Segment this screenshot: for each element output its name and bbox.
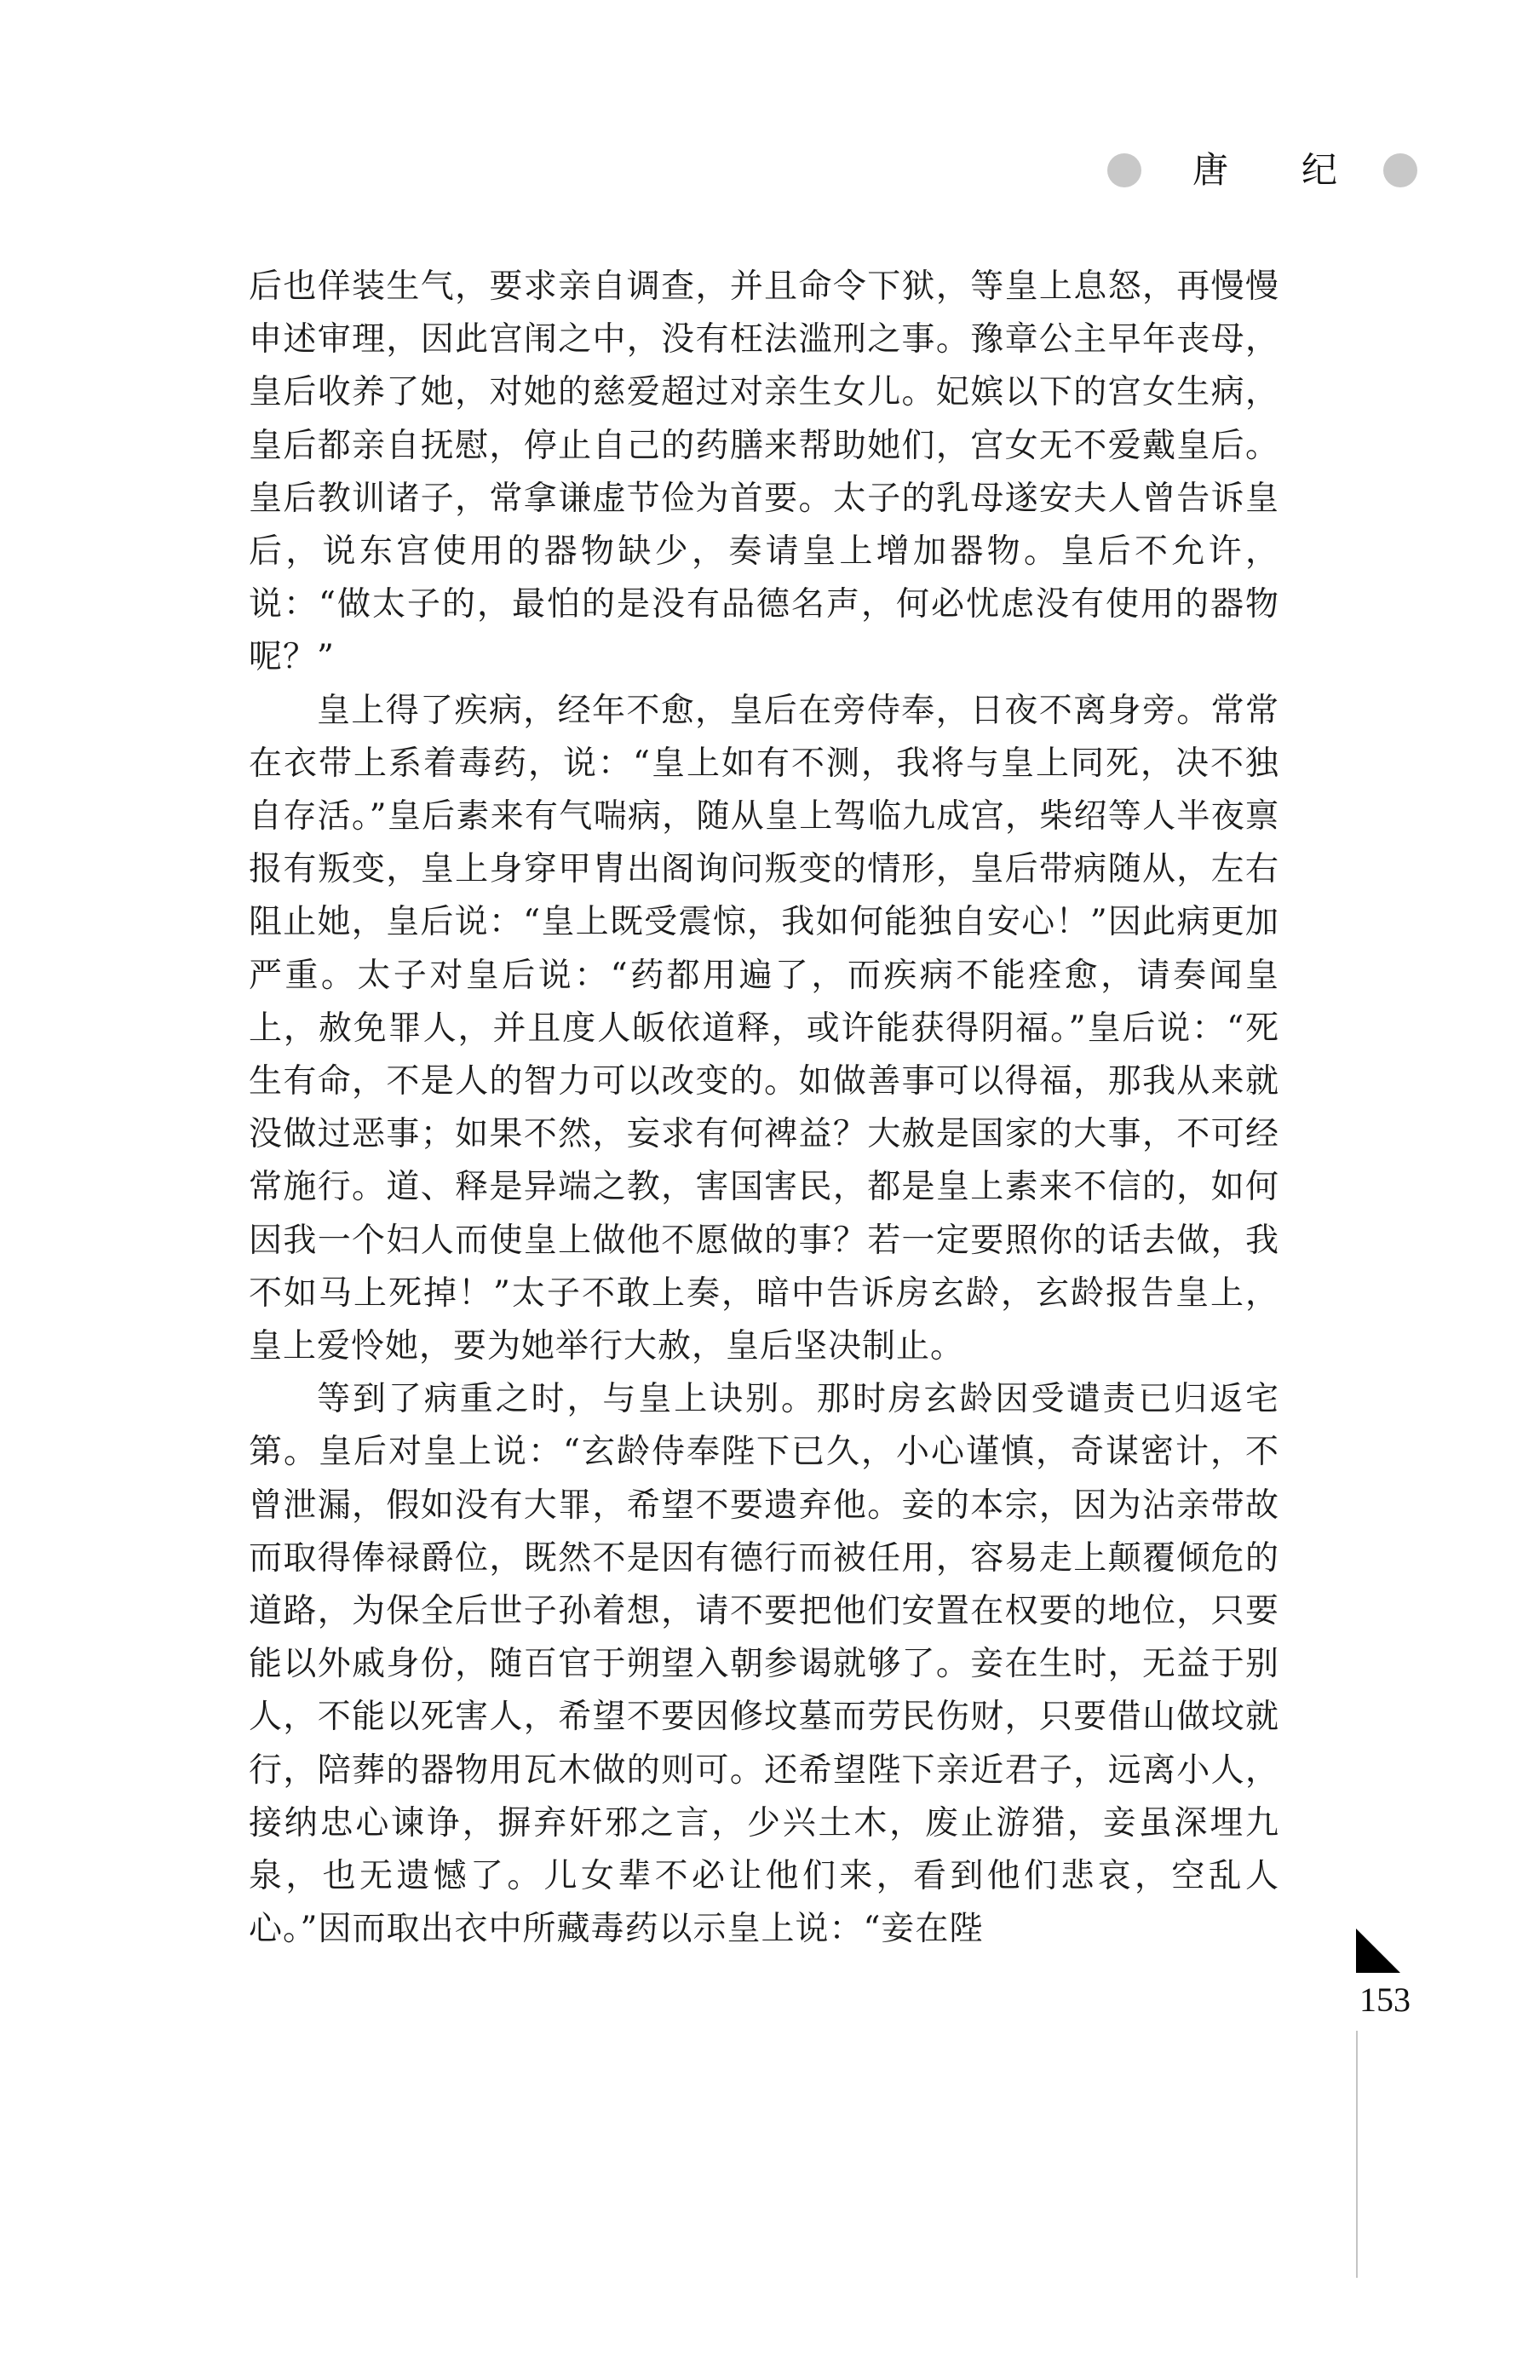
body-text [249,261,1279,1957]
page-number: 153 [1359,1980,1411,2019]
header-left-dot-icon [1107,153,1141,187]
paragraph: 等到了病重之时，与皇上诀别。那时房玄龄因受谴责已归返宅第。皇后对皇上说：“玄龄侍奉陛下已久，小心谨慎，奇谋密计，不曾泄漏，假如没有大罪，希望不要遗弃他。妾的本宗，因为沾亲带故而取得俸禄爵位，既然不是因有德行而被任用，容易走上颠覆倾危的道路，为保全后世子孙着想，请不要把他们安置在权要的地位，只要能以外戚身份，随百官于朔望入朝参谒就够了。妾在生时，无益于别人，不能以死害人，希望不要因修坟墓而劳民伤财，只要借山做坟就行，陪葬的器物用瓦木做的则可。还希望陛下亲近君子，远离小人，接纳忠心谏诤，摒弃奸邪之言，少兴土木，废止游猎，妾虽深埋九泉，也无遗憾了。儿女辈不必让他们来，看到他们悲哀，空乱人心。”因而取出衣中所藏毒药以示皇上说：“妾在陛 [249,1380,1279,1949]
header-title-char-2: 纪 [1302,149,1338,191]
paragraph: 皇上得了疾病，经年不愈，皇后在旁侍奉，日夜不离身旁。常常在衣带上系着毒药，说：“皇上如有不测，我将与皇上同死，决不独自存活。”皇后素来有气喘病，随从皇上驾临九成宫，柴绍等人半夜禀报有叛变，皇上身穿甲胄出阁询问叛变的情形，皇后带病随从，左右阻止她，皇后说：“皇上既受震惊，我如何能独自安心！”因此病更加严重。太子对皇后说：“药都用遍了，而疾病不能痊愈，请奏闻皇上，赦免罪人，并且度人皈依道释，或许能获得阴福。”皇后说：“死生有命，不是人的智力可以改变的。如做善事可以得福，那我从来就没做过恶事；如果不然，妄求有何裨益？大赦是国家的大事，不可经常施行。道、释是异端之教，害国害民，都是皇上素来不信的，如何因我一个妇人而使皇上做他不愿做的事？若一定要照你的话去做，我不如马上死掉！”太子不敢上奏，暗中告诉房玄龄，玄龄报告皇上，皇上爱怜她，要为她举行大赦，皇后坚决制止。 [249,691,1279,1366]
header-title-char-1: 唐 [1192,149,1229,191]
running-header [1107,147,1431,194]
header-right-dot-icon [1383,153,1417,187]
paragraph-continued: 后也佯装生气，要求亲自调查，并且命令下狱，等皇上息怒，再慢慢申述审理，因此宫闱之中，没有枉法滥刑之事。豫章公主早年丧母，皇后收养了她，对她的慈爱超过对亲生女儿。妃嫔以下的宫女生病，皇后都亲自抚慰，停止自己的药膳来帮助她们，宫女无不爱戴皇后。皇后教训诸子，常拿谦虚节俭为首要。太子的乳母遂安夫人曾告诉皇后，说东宫使用的器物缺少，奏请皇上增加器物。皇后不允许，说：“做太子的，最怕的是没有品德名声，何必忧虑没有使用的器物呢？” [249,267,1279,677]
page-edge-rule [1356,2031,1358,2278]
page-corner-triangle-icon [1356,1929,1400,1973]
